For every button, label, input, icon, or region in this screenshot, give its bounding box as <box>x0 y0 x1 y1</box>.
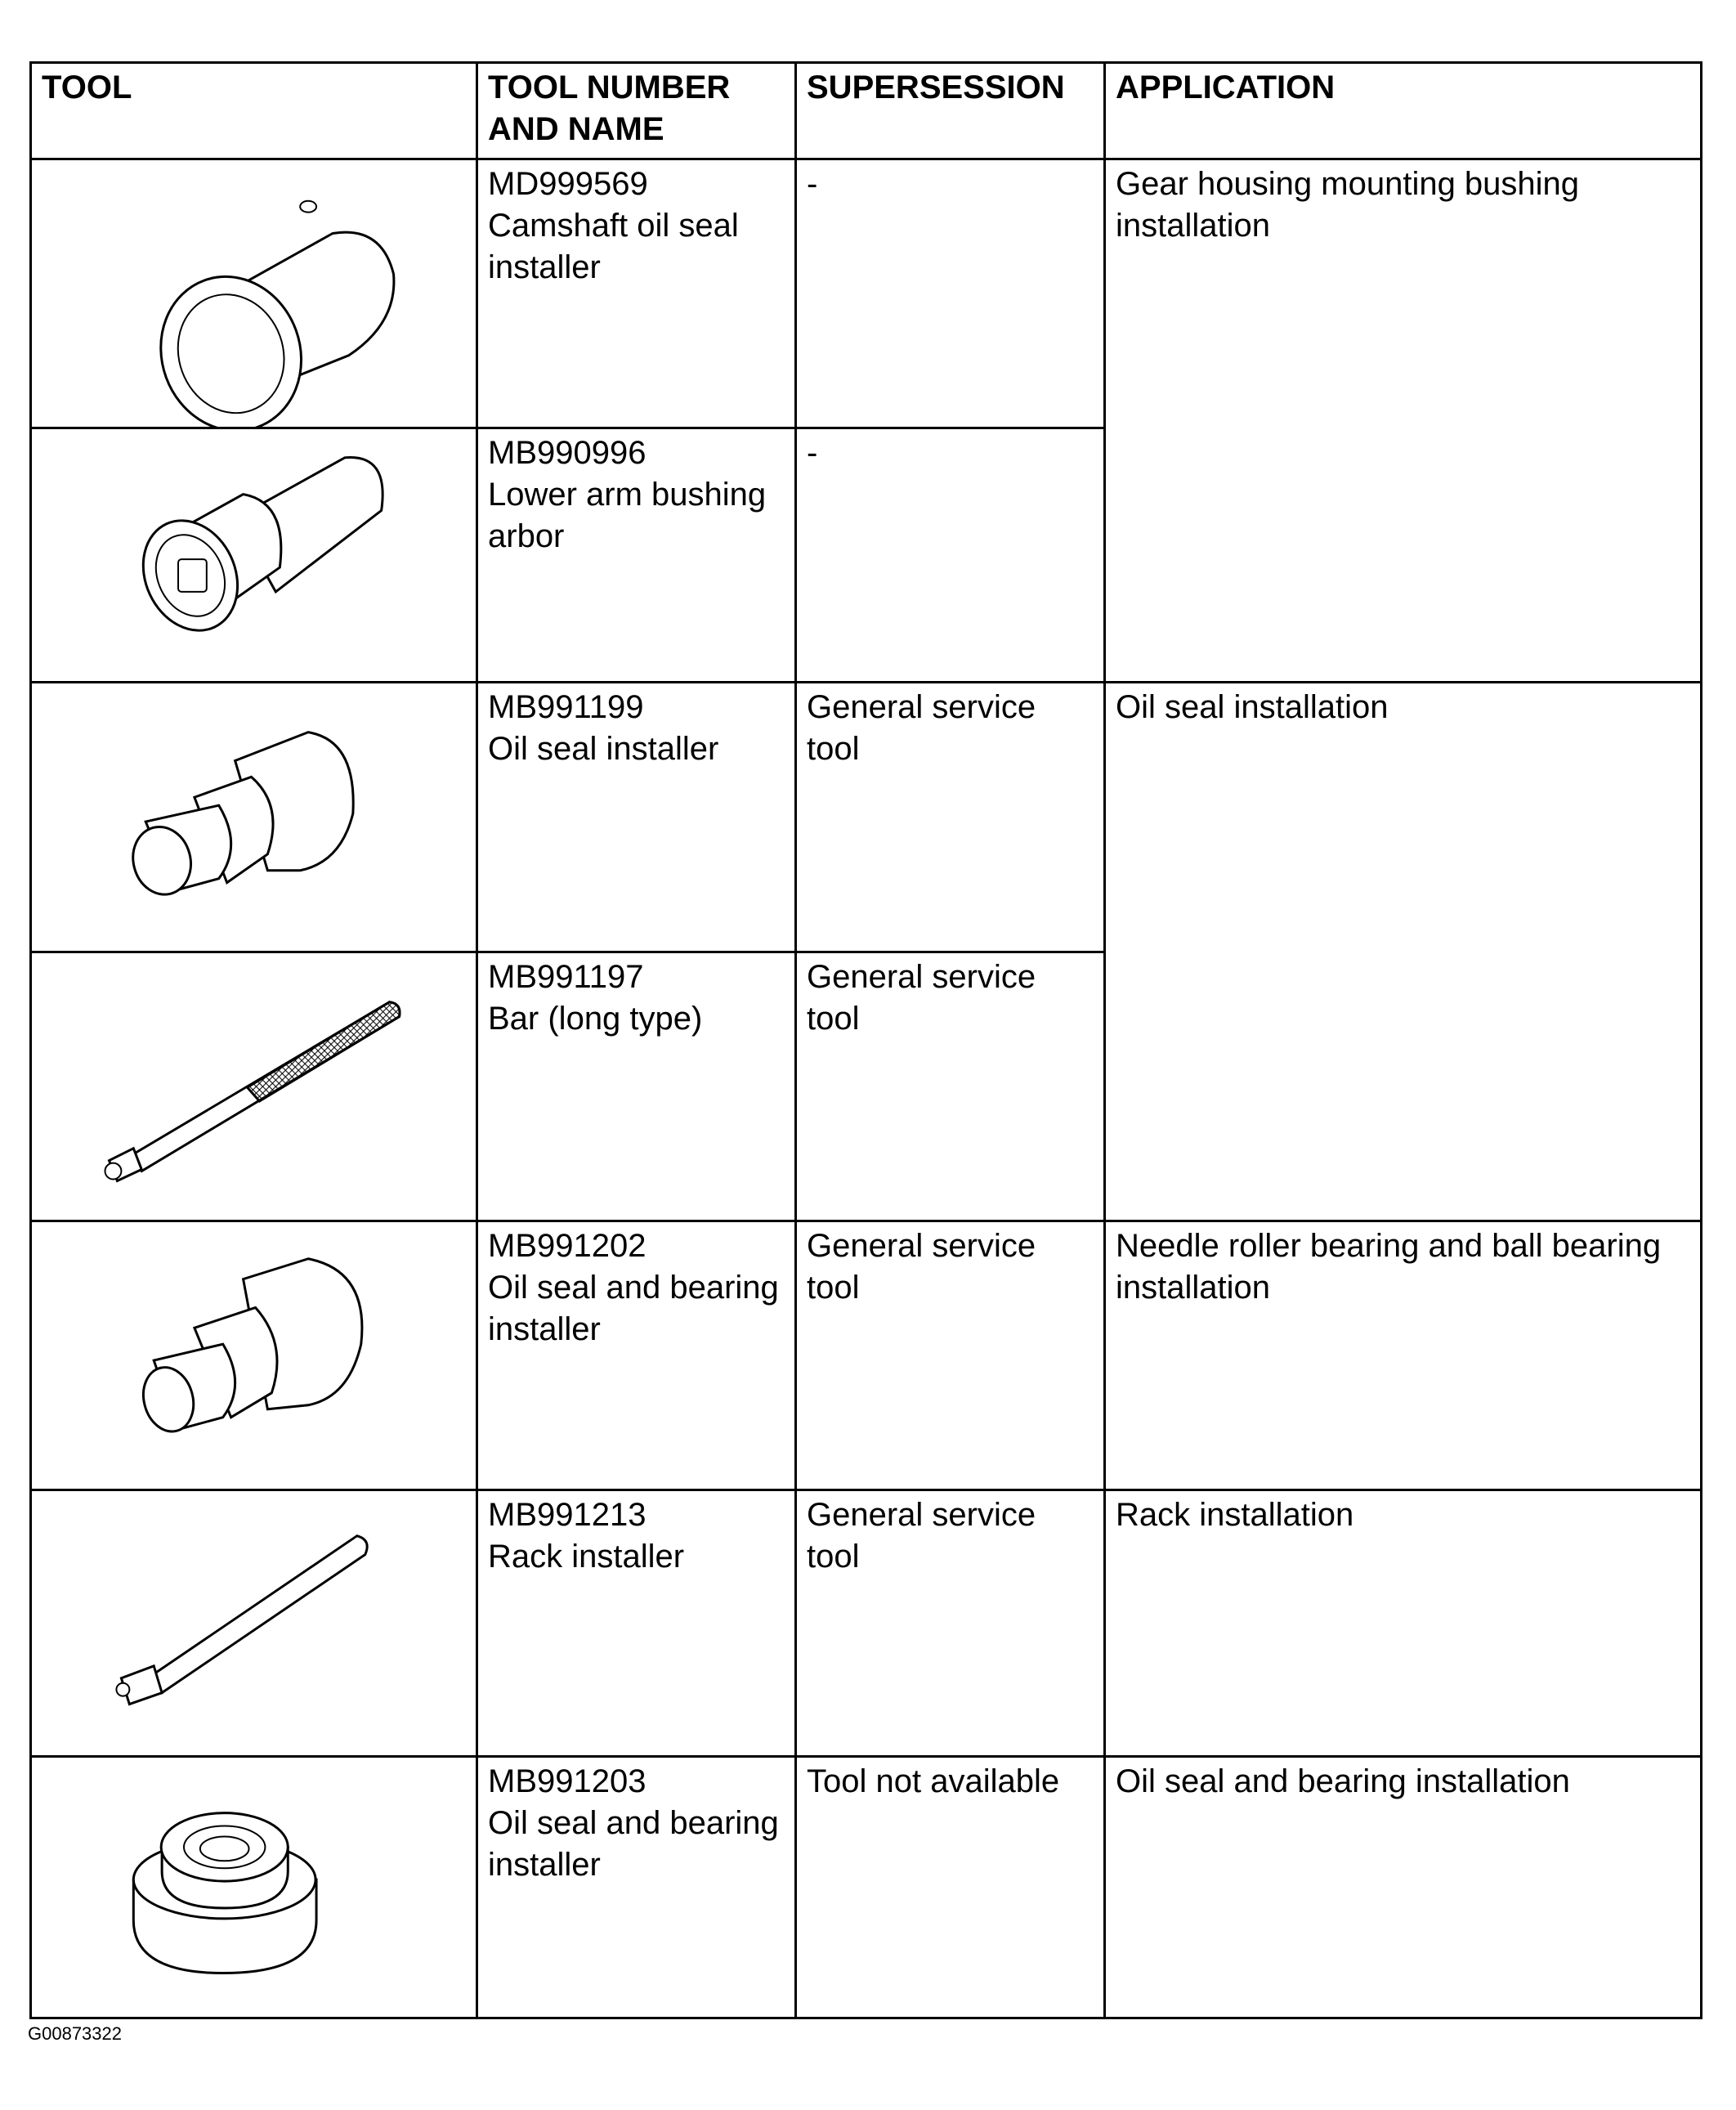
header-tool-number: TOOL NUMBER AND NAME <box>477 63 796 159</box>
tool-number-cell <box>477 159 796 428</box>
application-cell: Oil seal and bearing installation <box>1105 1757 1702 2018</box>
stepped-installer-icon <box>32 1222 476 1489</box>
tool-image-cell <box>31 159 477 428</box>
tool-number-cell <box>477 1221 796 1490</box>
tool-name: Oil seal and bearing installer <box>488 1805 779 1884</box>
figure-caption: G00873322 <box>28 2023 122 2044</box>
supersession-cell: General service tool <box>796 683 1105 952</box>
table-row <box>31 1490 1702 1757</box>
special-tools-table <box>29 61 1702 2019</box>
tool-name: Camshaft oil seal installer <box>488 208 739 285</box>
application-cell: Rack installation <box>1105 1490 1702 1757</box>
supersession-cell: General service tool <box>796 1490 1105 1757</box>
tool-number: MB991203 <box>488 1763 647 1800</box>
stepped-installer-icon <box>32 683 476 950</box>
tool-number-cell <box>477 428 796 683</box>
header-tool: TOOL <box>31 63 477 159</box>
table-row <box>31 1757 1702 2018</box>
header-supersession: SUPERSESSION <box>796 63 1105 159</box>
table-row <box>31 159 1702 428</box>
tool-number-cell <box>477 952 796 1221</box>
tool-image-cell <box>31 428 477 683</box>
tool-image-cell <box>31 1757 477 2018</box>
cylindrical-sleeve-icon <box>32 160 476 427</box>
tool-number: MB991197 <box>488 958 644 995</box>
supersession-cell: General service tool <box>796 1221 1105 1490</box>
supersession-cell: General service tool <box>796 952 1105 1221</box>
supersession-cell: Tool not available <box>796 1757 1105 2018</box>
tool-number-cell <box>477 1757 796 2018</box>
rod-installer-icon <box>32 1491 476 1755</box>
application-cell: Oil seal installation <box>1105 683 1702 1221</box>
table-row <box>31 683 1702 952</box>
tool-image-cell <box>31 1490 477 1757</box>
tool-number: MB991199 <box>488 689 644 726</box>
tool-name: Lower arm bushing arbor <box>488 477 767 555</box>
ring-installer-icon <box>32 1758 476 2017</box>
tool-name: Bar (long type) <box>488 1000 703 1037</box>
header-row <box>31 63 1702 159</box>
supersession-cell: - <box>796 428 1105 683</box>
tool-number: MD999569 <box>488 166 648 202</box>
header-application: APPLICATION <box>1105 63 1702 159</box>
stepped-arbor-icon <box>32 429 476 681</box>
tool-image-cell <box>31 683 477 952</box>
tool-number: MB991202 <box>488 1227 647 1264</box>
tool-number: MB990996 <box>488 435 647 472</box>
supersession-cell: - <box>796 159 1105 428</box>
tool-image-cell <box>31 952 477 1221</box>
tool-number-cell <box>477 1490 796 1757</box>
table-row <box>31 1221 1702 1490</box>
tool-number: MB991213 <box>488 1497 647 1534</box>
application-cell: Needle roller bearing and ball bearing installation <box>1105 1221 1702 1490</box>
tool-name: Oil seal installer <box>488 731 719 768</box>
tool-number-cell <box>477 683 796 952</box>
tool-name: Rack installer <box>488 1539 685 1575</box>
tool-image-cell <box>31 1221 477 1490</box>
tool-name: Oil seal and bearing installer <box>488 1269 779 1347</box>
knurled-bar-icon <box>32 953 476 1220</box>
application-cell: Gear housing mounting bushing installation <box>1105 159 1702 683</box>
